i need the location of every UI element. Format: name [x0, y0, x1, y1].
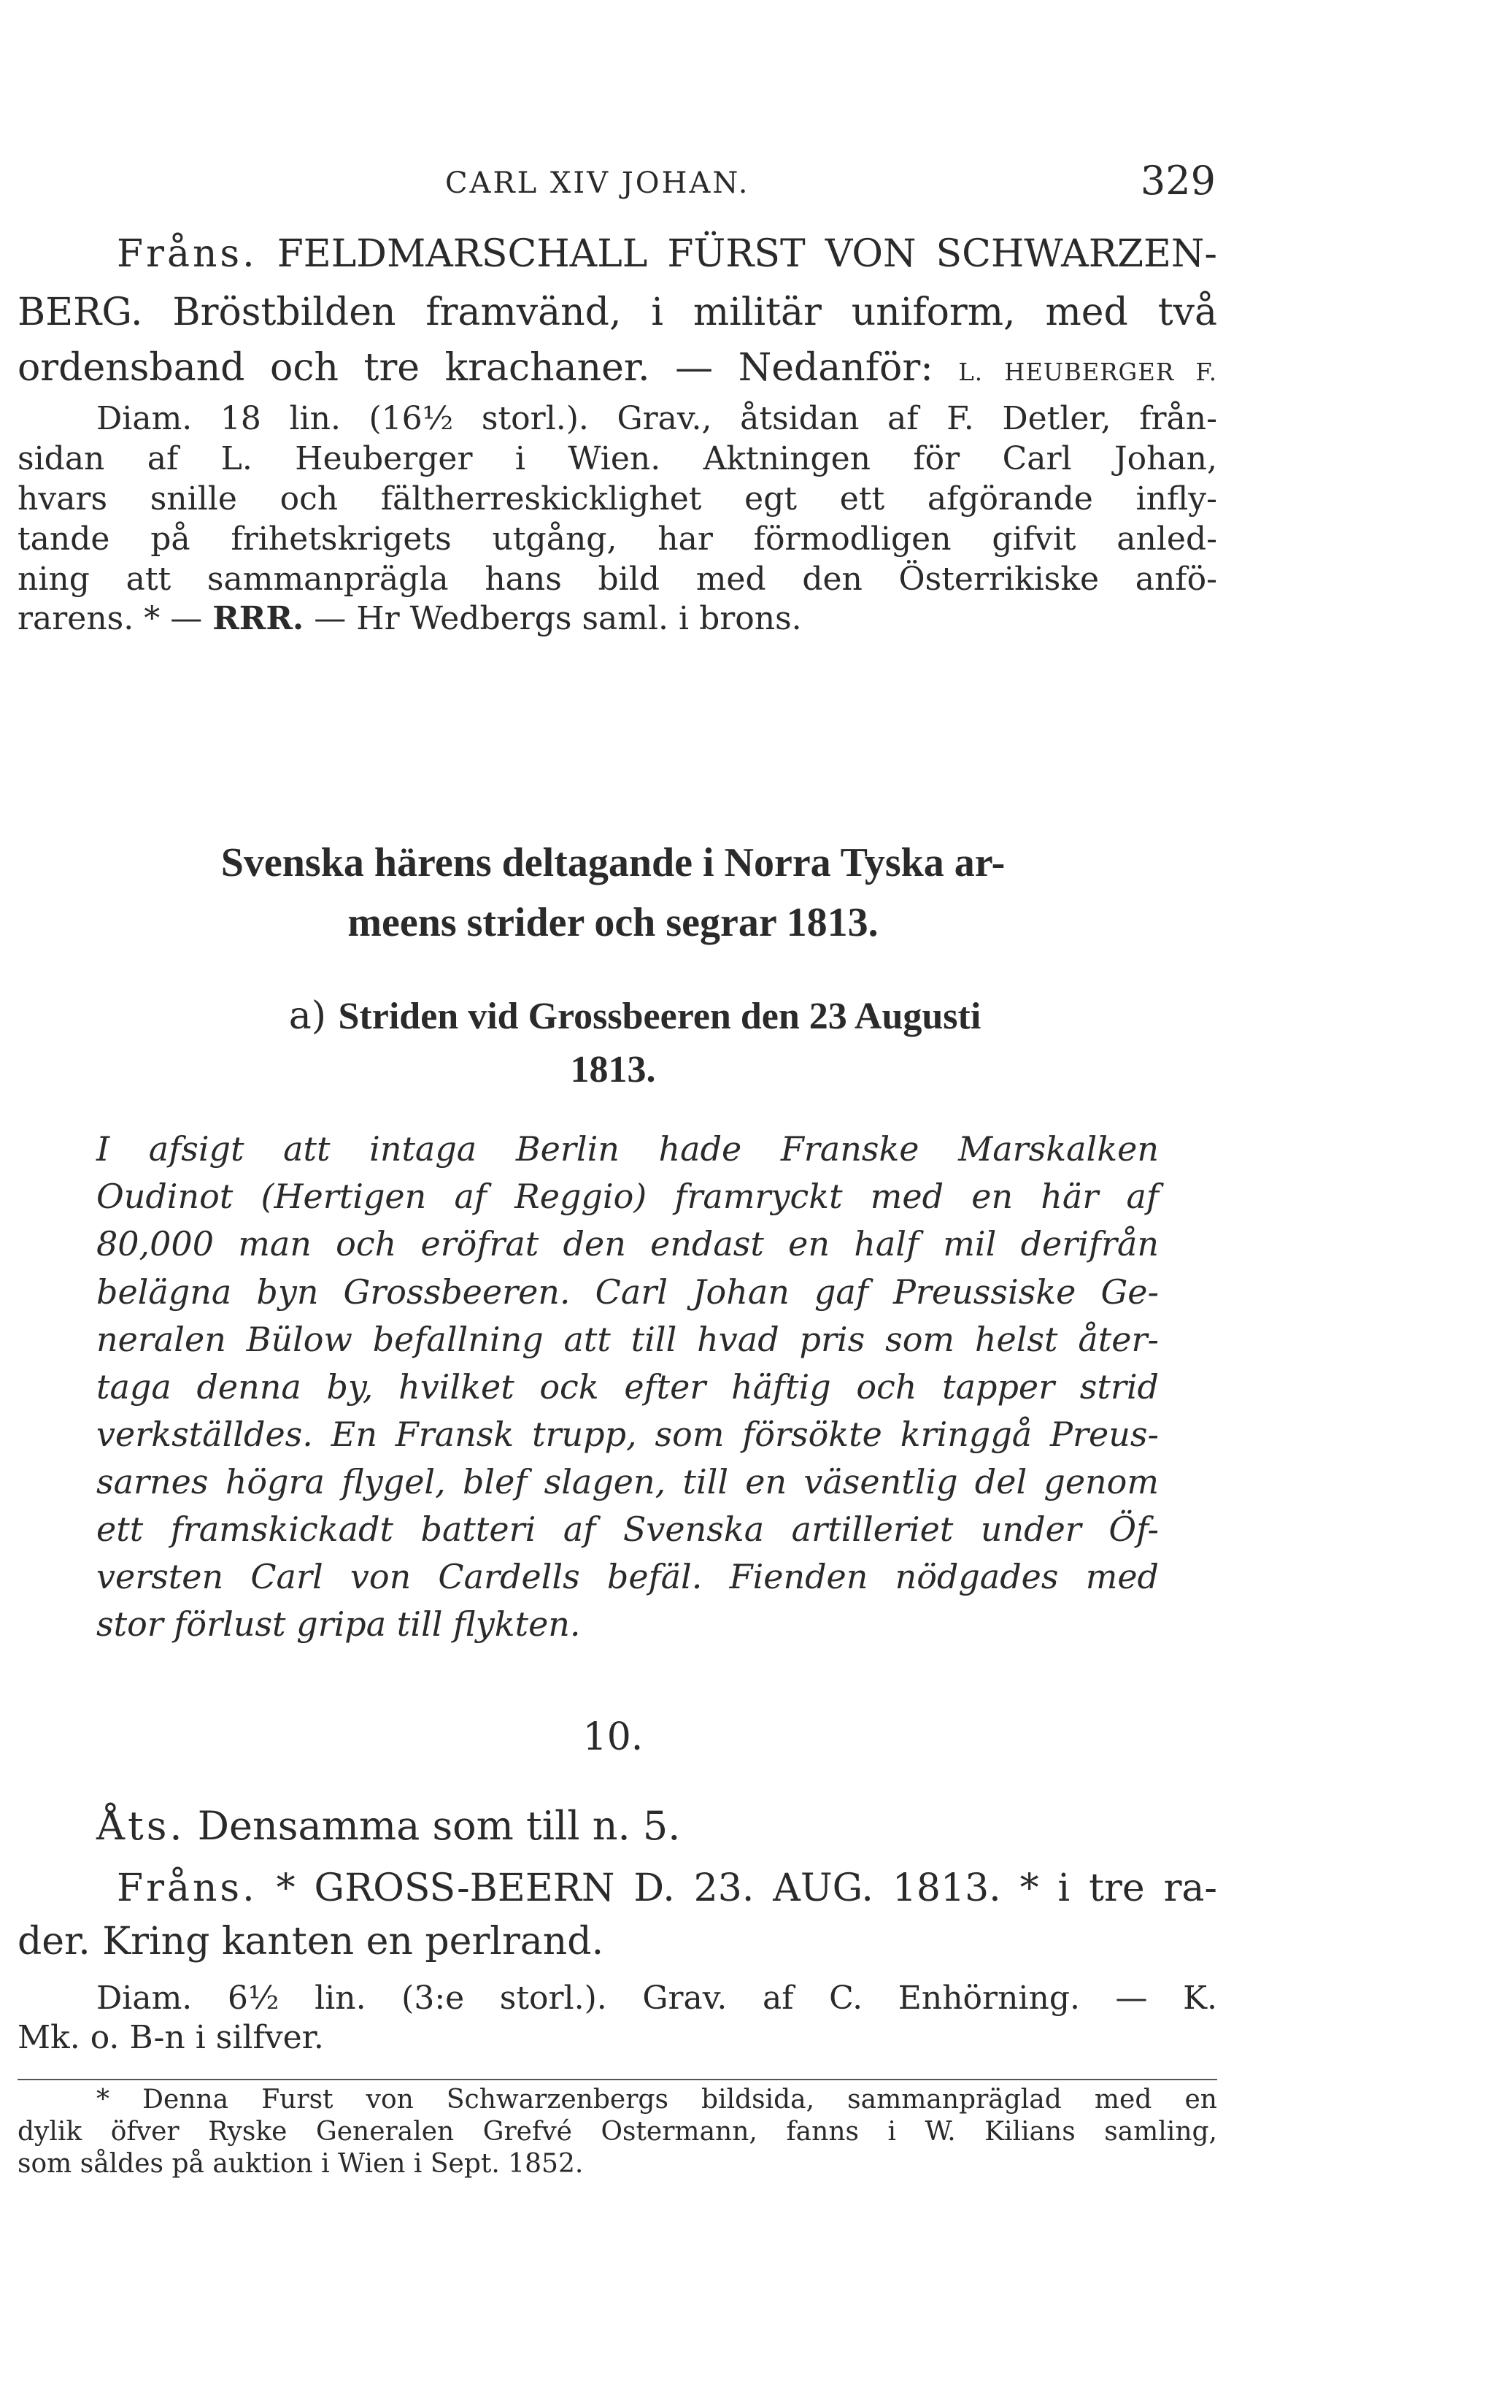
footnote-line-2: dylik öfver Ryske Generalen Grefvé Ostermann, fanns i W. Kilians samling,	[18, 2117, 1217, 2147]
subsection-title-line-2: 1813.	[570, 1049, 656, 1090]
narrative-line-4: belägna byn Grossbeeren. Carl Johan gaf Preussiske Ge-	[96, 1272, 1159, 1312]
ats-label: Åts.	[96, 1803, 185, 1849]
entry1-line-2: BERG. Bröstbilden framvänd, i militär uniform, med två	[18, 291, 1217, 334]
frans-label: Fråns.	[117, 232, 258, 276]
subsection-title-line-1	[146, 994, 1124, 1038]
frans-legend-10: * GROSS-BEERN D. 23. AUG. 1813. * i tre ra-	[276, 1866, 1217, 1910]
section-title-line-1: Svenska härens deltagande i Norra Tyska ar-	[220, 840, 1006, 885]
narrative-line-10: versten Carl von Cardells befäl. Fienden nödgades med	[96, 1557, 1159, 1596]
engraver-signature: L. HEUBERGER F.	[958, 358, 1217, 386]
narrative-line-2: Oudinot (Hertigen af Reggio) framryckt med en här af	[96, 1177, 1159, 1216]
narrative-line-1: I afsigt att intaga Berlin hade Franske Marskalken	[96, 1129, 1159, 1169]
entry1-desc-line-3: hvars snille och fältherreskicklighet egt ett afgörande infly-	[18, 480, 1217, 518]
frans-label-10: Fråns.	[117, 1866, 258, 1910]
entry1-line-3-text: ordensband och tre krachaner. — Nedanför:	[18, 346, 933, 390]
entry1-desc-line-2: sidan af L. Heuberger i Wien. Aktningen för Carl Johan,	[18, 440, 1217, 477]
entry10-frans-line-2: der. Kring kanten en perlrand.	[18, 1920, 604, 1963]
entry10-ats-line	[96, 1803, 680, 1849]
narrative-line-6: taga denna by, hvilket ock efter häftig och tapper strid	[96, 1367, 1159, 1407]
narrative-line-3: 80,000 man och eröfrat den endast en half mil derifrån	[96, 1224, 1159, 1263]
entry10-desc-line-1: Diam. 6½ lin. (3:e storl.). Grav. af C. Enhörning. — K.	[96, 1980, 1217, 2017]
entry1-legend: FELDMARSCHALL FÜRST VON SCHWARZEN-	[277, 232, 1217, 276]
ats-text: Densamma som till n. 5.	[197, 1803, 681, 1849]
entry1-desc-line-6	[18, 600, 802, 637]
narrative-line-11: stor förlust gripa till flykten.	[96, 1604, 581, 1644]
entry1-desc-line-5: ning att sammanprägla hans bild med den Österrikiske anfö-	[18, 561, 1217, 598]
narrative-line-9: ett framskickadt batteri af Svenska artilleriet under Öf-	[96, 1509, 1159, 1549]
entry1-line-3	[18, 346, 1217, 390]
entry1-line-1	[117, 232, 1217, 276]
footnote-rule	[18, 2079, 1217, 2080]
footnote-line-1: * Denna Furst von Schwarzenbergs bildsida, sammanpräglad med en	[96, 2085, 1217, 2115]
entry1-desc-line-1: Diam. 18 lin. (16½ storl.). Grav., åtsidan af F. Detler, från-	[96, 400, 1217, 437]
subsection-prefix: a)	[288, 994, 326, 1038]
entry1-desc-line-6-a: rarens. * —	[18, 600, 203, 637]
running-head-title: CARL XIV JOHAN.	[445, 166, 750, 200]
page-number: 329	[1140, 158, 1216, 204]
entry-number: 10.	[582, 1715, 644, 1759]
section-title-line-2: meens strider och segrar 1813.	[347, 900, 879, 945]
entry10-frans-line-1	[117, 1866, 1217, 1910]
rarity-mark: RRR.	[212, 600, 304, 637]
narrative-line-8: sarnes högra flygel, blef slagen, till en väsentlig del genom	[96, 1462, 1159, 1501]
entry1-desc-line-6-b: — Hr Wedbergs saml. i brons.	[314, 600, 802, 637]
narrative-line-5: neralen Bülow befallning att till hvad pris som helst åter-	[96, 1320, 1159, 1359]
narrative-line-7: verkställdes. En Fransk trupp, som försökte kringgå Preus-	[96, 1415, 1159, 1454]
entry1-desc-line-4: tande på frihetskrigets utgång, har förmodligen gifvit anled-	[18, 520, 1217, 558]
subsection-title: Striden vid Grossbeeren den 23 Augusti	[338, 996, 981, 1037]
footnote-line-3: som såldes på auktion i Wien i Sept. 1852.	[18, 2149, 584, 2179]
entry10-desc-line-2: Mk. o. B-n i silfver.	[18, 2019, 324, 2056]
